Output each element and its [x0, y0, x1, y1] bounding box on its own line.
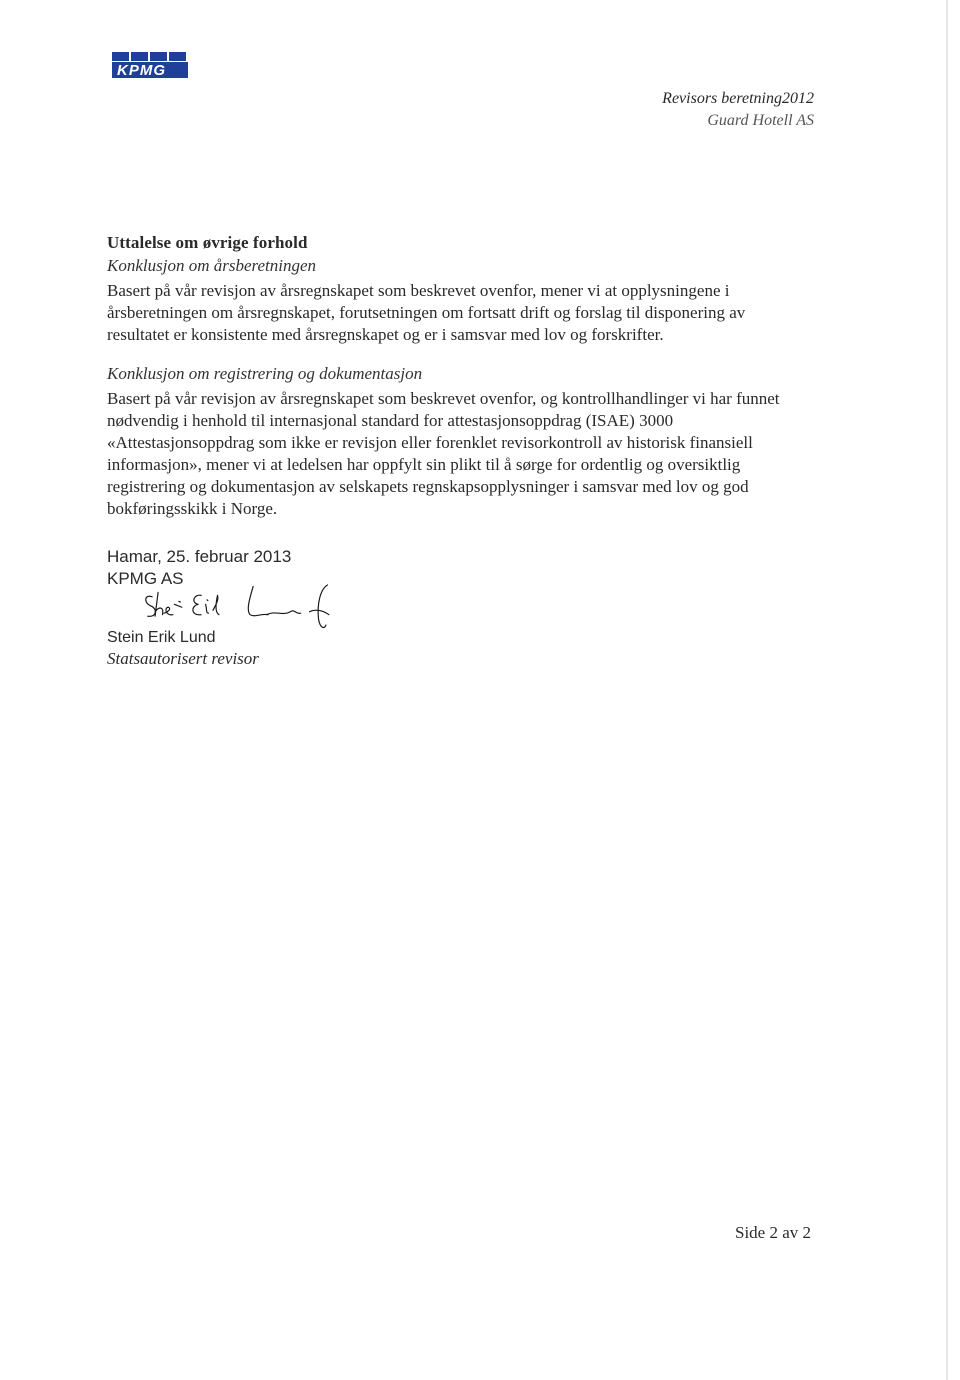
section-heading: Uttalelse om øvrige forhold: [107, 233, 308, 252]
report-title: Revisors beretning2012: [662, 90, 814, 107]
section-gap: [107, 346, 797, 364]
firm-name: KPMG AS: [107, 569, 184, 588]
signer-title: Statsautorisert revisor: [107, 649, 259, 668]
page-number: Side 2 av 2: [735, 1223, 812, 1242]
place-date: Hamar, 25. februar 2013: [107, 547, 292, 566]
subheading-registration: Konklusjon om registrering og dokumentasjon: [107, 364, 423, 383]
paragraph-registration: Basert på vår revisjon av årsregnskapet som beskrevet ovenfor, og kontrollhandlinger vi har funnet nødvendig i henhold til internasjonal standard for attestasjonsoppdrag (ISAE) 3000 «Attestasjonsoppdrag som ikke er revisjon eller forenklet revisorkontroll av historisk finansiell informasjon», mener vi at ledelsen har oppfylt sin plikt til å sørge for ordentlig og oversiktlig registrering og dokumentasjon av selskapets regnskapsopplysninger i samsvar med lov og god bokføringsskikk i Norge.: [107, 389, 780, 518]
kpmg-logo: [112, 52, 188, 78]
company-name: Guard Hotell AS: [707, 112, 814, 129]
svg-text:KPMG: KPMG: [117, 62, 166, 78]
paragraph-annual-report: Basert på vår revisjon av årsregnskapet som beskrevet ovenfor, mener vi at opplysningene i årsberetningen om årsregnskapet, forutsetningen om fortsatt drift og forslag til disponering av resultatet er konsistente med årsregnskapet og er i samsvar med lov og forskrifter.: [107, 281, 746, 344]
subheading-annual-report: Konklusjon om årsberetningen: [107, 256, 317, 275]
signer-name: Stein Erik Lund: [107, 629, 216, 646]
document-body: [107, 233, 797, 670]
report-header: [662, 88, 814, 132]
page-edge: [946, 0, 948, 1380]
handwritten-signature: [107, 582, 377, 634]
